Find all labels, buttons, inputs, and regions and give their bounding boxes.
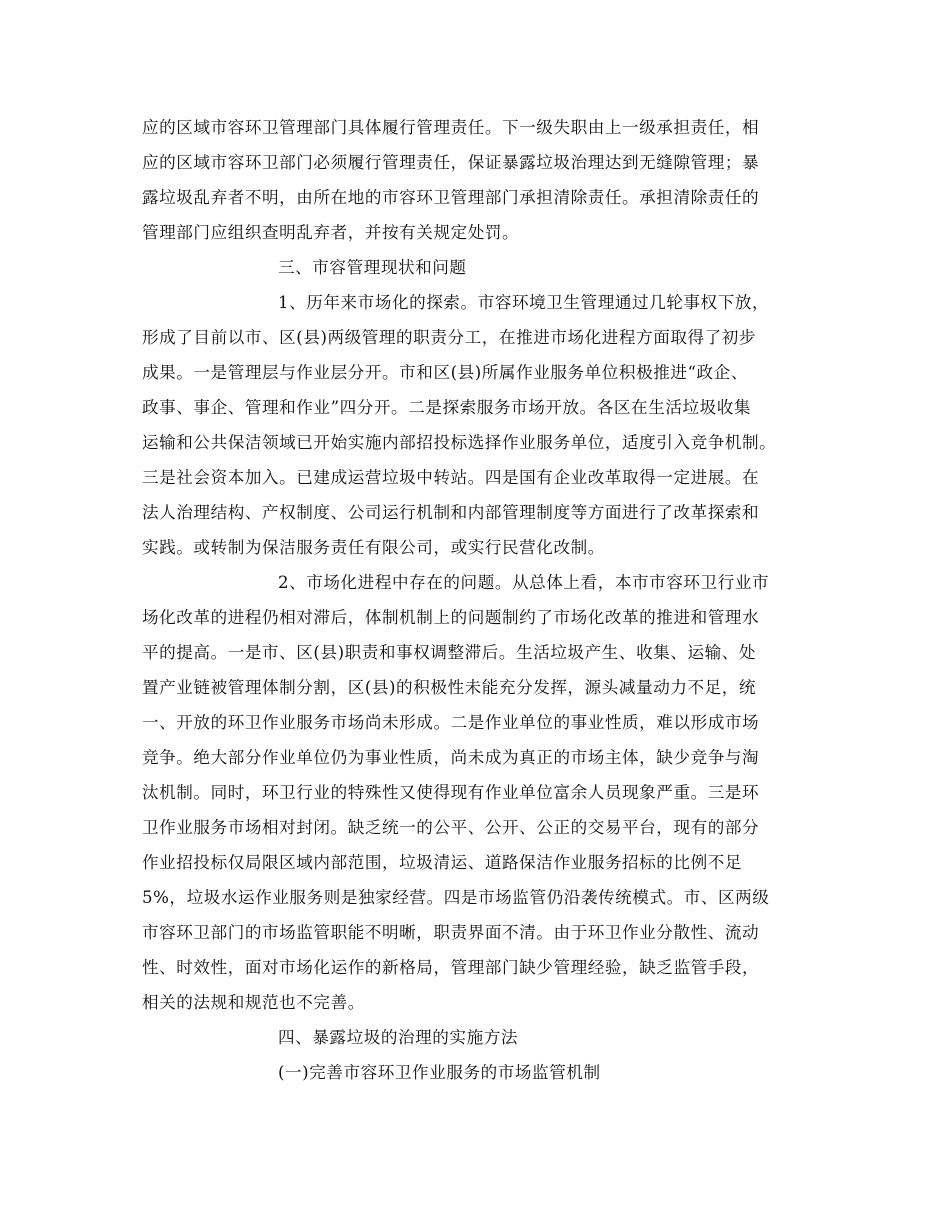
paragraph-2-line-2: 形成了目前以市、区(县)两级管理的职责分工，在推进市场化进程方面取得了初步 (142, 328, 757, 347)
paragraph-3-line-12: 性、时效性，面对市场化运作的新格局，管理部门缺少管理经验，缺乏监管手段， (142, 958, 760, 977)
paragraph-1-line-1: 应的区域市容环卫管理部门具体履行管理责任。下一级失职由上一级承担责任，相 (142, 118, 760, 137)
section-heading-4: 四、暴露垃圾的治理的实施方法 (278, 1028, 519, 1047)
paragraph-3-line-8: 卫作业服务市场相对封闭。缺乏统一的公平、公开、公正的交易平台，现有的部分 (142, 818, 760, 837)
section-heading-3: 三、市容管理现状和问题 (278, 258, 467, 277)
paragraph-1-line-3: 露垃圾乱弃者不明，由所在地的市容环卫管理部门承担清除责任。承担清除责任的 (142, 188, 760, 207)
paragraph-2-line-4: 政事、事企、管理和作业”四分开。二是探索服务市场开放。各区在生活垃圾收集 (142, 398, 752, 417)
paragraph-3-line-11: 市容环卫部门的市场监管职能不明晰，职责界面不清。由于环卫作业分散性、流动 (142, 923, 760, 942)
paragraph-3-line-9: 作业招投标仅局限区域内部范围，垃圾清运、道路保洁作业服务招标的比例不足 (142, 853, 743, 872)
paragraph-3-line-1: 2、市场化进程中存在的问题。从总体上看，本市市容环卫行业市 (278, 573, 770, 592)
paragraph-2-line-7: 法人治理结构、产权制度、公司运行机制和内部管理制度等方面进行了改革探索和 (142, 503, 760, 522)
paragraph-3-line-13: 相关的法规和规范也不完善。 (142, 993, 365, 1012)
body-text (142, 110, 827, 1090)
paragraph-3-line-5: 一、开放的环卫作业服务市场尚未形成。二是作业单位的事业性质，难以形成市场 (142, 713, 760, 732)
paragraph-2-line-1: 1、历年来市场化的探索。市容环境卫生管理通过几轮事权下放， (278, 293, 770, 312)
paragraph-2-line-3: 成果。一是管理层与作业层分开。市和区(县)所属作业服务单位积极推进“政企、 (142, 363, 748, 382)
paragraph-1-line-4: 管理部门应组织查明乱弃者，并按有关规定处罚。 (142, 223, 520, 242)
paragraph-3-line-7: 汰机制。同时，环卫行业的特殊性又使得现有作业单位富余人员现象严重。三是环 (142, 783, 760, 802)
paragraph-3-line-6: 竞争。绝大部分作业单位仍为事业性质，尚未成为真正的市场主体，缺少竞争与淘 (142, 748, 760, 767)
subsection-heading-1: (一)完善市容环卫作业服务的市场监管机制 (278, 1063, 601, 1082)
paragraph-2-line-8: 实践。或转制为保洁服务责任有限公司，或实行民营化改制。 (142, 538, 605, 557)
paragraph-2-line-6: 三是社会资本加入。已建成运营垃圾中转站。四是国有企业改革取得一定进展。在 (142, 468, 760, 487)
paragraph-3-line-10: 5%，垃圾水运作业服务则是独家经营。四是市场监管仍沿袭传统模式。市、区两级 (142, 888, 770, 907)
paragraph-3-line-3: 平的提高。一是市、区(县)职责和事权调整滞后。生活垃圾产生、收集、运输、处 (142, 643, 757, 662)
paragraph-3-line-2: 场化改革的进程仍相对滞后，体制机制上的问题制约了市场化改革的推进和管理水 (142, 608, 760, 627)
paragraph-2-line-5: 运输和公共保洁领域已开始实施内部招投标选择作业服务单位，适度引入竞争机制。 (142, 433, 777, 452)
paragraph-1-line-2: 应的区域市容环卫部门必须履行管理责任，保证暴露垃圾治理达到无缝隙管理；暴 (142, 153, 760, 172)
paragraph-3-line-4: 置产业链被管理体制分割，区(县)的积极性未能充分发挥，源头减量动力不足，统 (142, 678, 757, 697)
